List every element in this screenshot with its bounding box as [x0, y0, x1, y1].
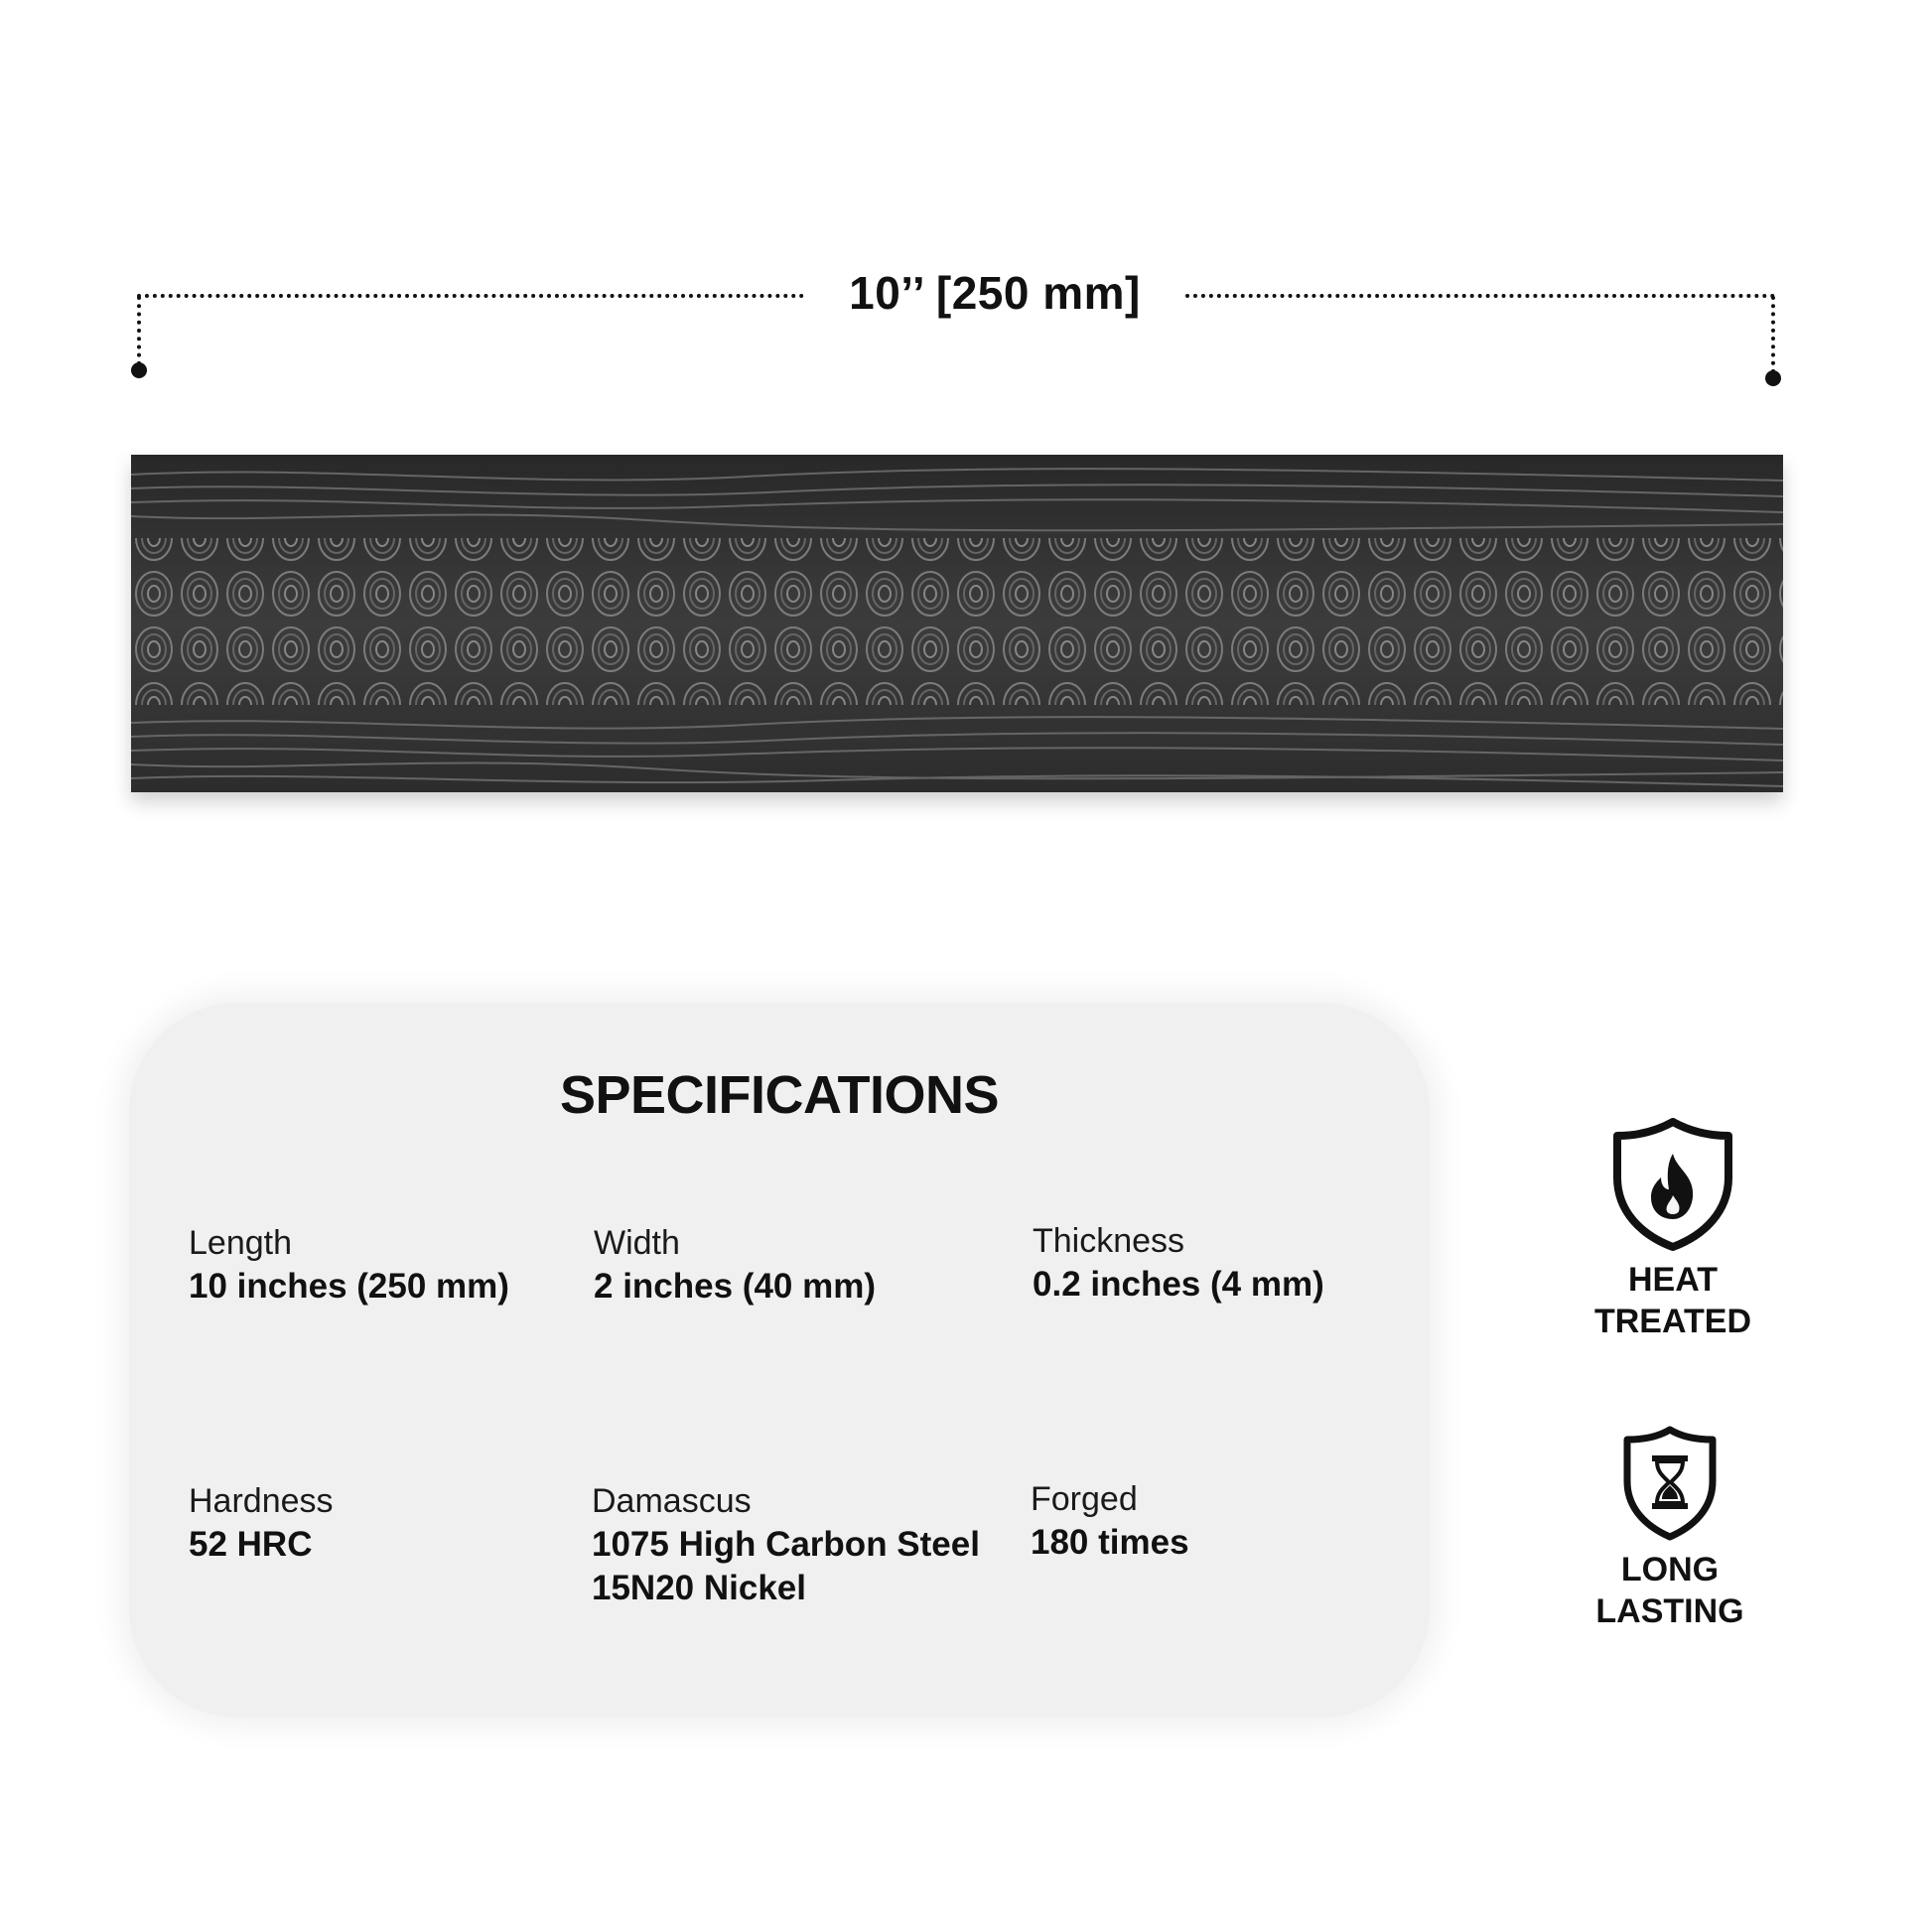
spec-value: 0.2 inches (4 mm)	[1033, 1265, 1324, 1304]
dimension-endpoint-right	[1765, 370, 1781, 386]
spec-label: Thickness	[1033, 1222, 1185, 1260]
dimension-line-left	[137, 294, 804, 298]
shield-hourglass-icon	[1541, 1426, 1799, 1541]
spec-value: 52 HRC	[189, 1525, 313, 1564]
spec-forged	[1031, 1477, 1189, 1565]
dimension-endpoint-left	[131, 362, 147, 378]
spec-value: 2 inches (40 mm)	[594, 1267, 876, 1306]
spec-value-line2: 15N20 Nickel	[592, 1569, 806, 1607]
spec-label: Damascus	[592, 1482, 752, 1520]
dimension-label: 10’’ [250 mm]	[849, 267, 1141, 319]
badge-line2: LASTING	[1595, 1592, 1744, 1630]
badge-heat-treated	[1544, 1118, 1802, 1342]
shield-flame-icon	[1544, 1118, 1802, 1251]
badge-line1: HEAT	[1627, 1261, 1719, 1299]
spec-label: Forged	[1031, 1480, 1138, 1518]
damascus-billet-image	[131, 455, 1783, 792]
spec-value: 1075 High Carbon Steel	[592, 1525, 980, 1564]
badge-long-lasting	[1541, 1426, 1799, 1632]
spec-width	[594, 1221, 876, 1309]
badge-line1: LONG	[1620, 1551, 1720, 1588]
spec-length	[189, 1221, 509, 1309]
spec-label: Length	[189, 1224, 292, 1262]
dimension-drop-left	[137, 296, 141, 365]
dimension-line-right	[1185, 294, 1775, 298]
specifications-title: SPECIFICATIONS	[559, 1065, 1000, 1125]
spec-damascus	[592, 1479, 980, 1610]
badge-line2: TREATED	[1593, 1303, 1752, 1340]
spec-value: 180 times	[1031, 1523, 1189, 1562]
specifications-card	[129, 1003, 1430, 1718]
spec-hardness	[189, 1479, 334, 1567]
dimension-drop-right	[1771, 296, 1775, 373]
spec-value: 10 inches (250 mm)	[189, 1267, 509, 1306]
spec-label: Width	[594, 1224, 680, 1262]
spec-thickness	[1033, 1219, 1324, 1307]
spec-label: Hardness	[189, 1482, 334, 1520]
